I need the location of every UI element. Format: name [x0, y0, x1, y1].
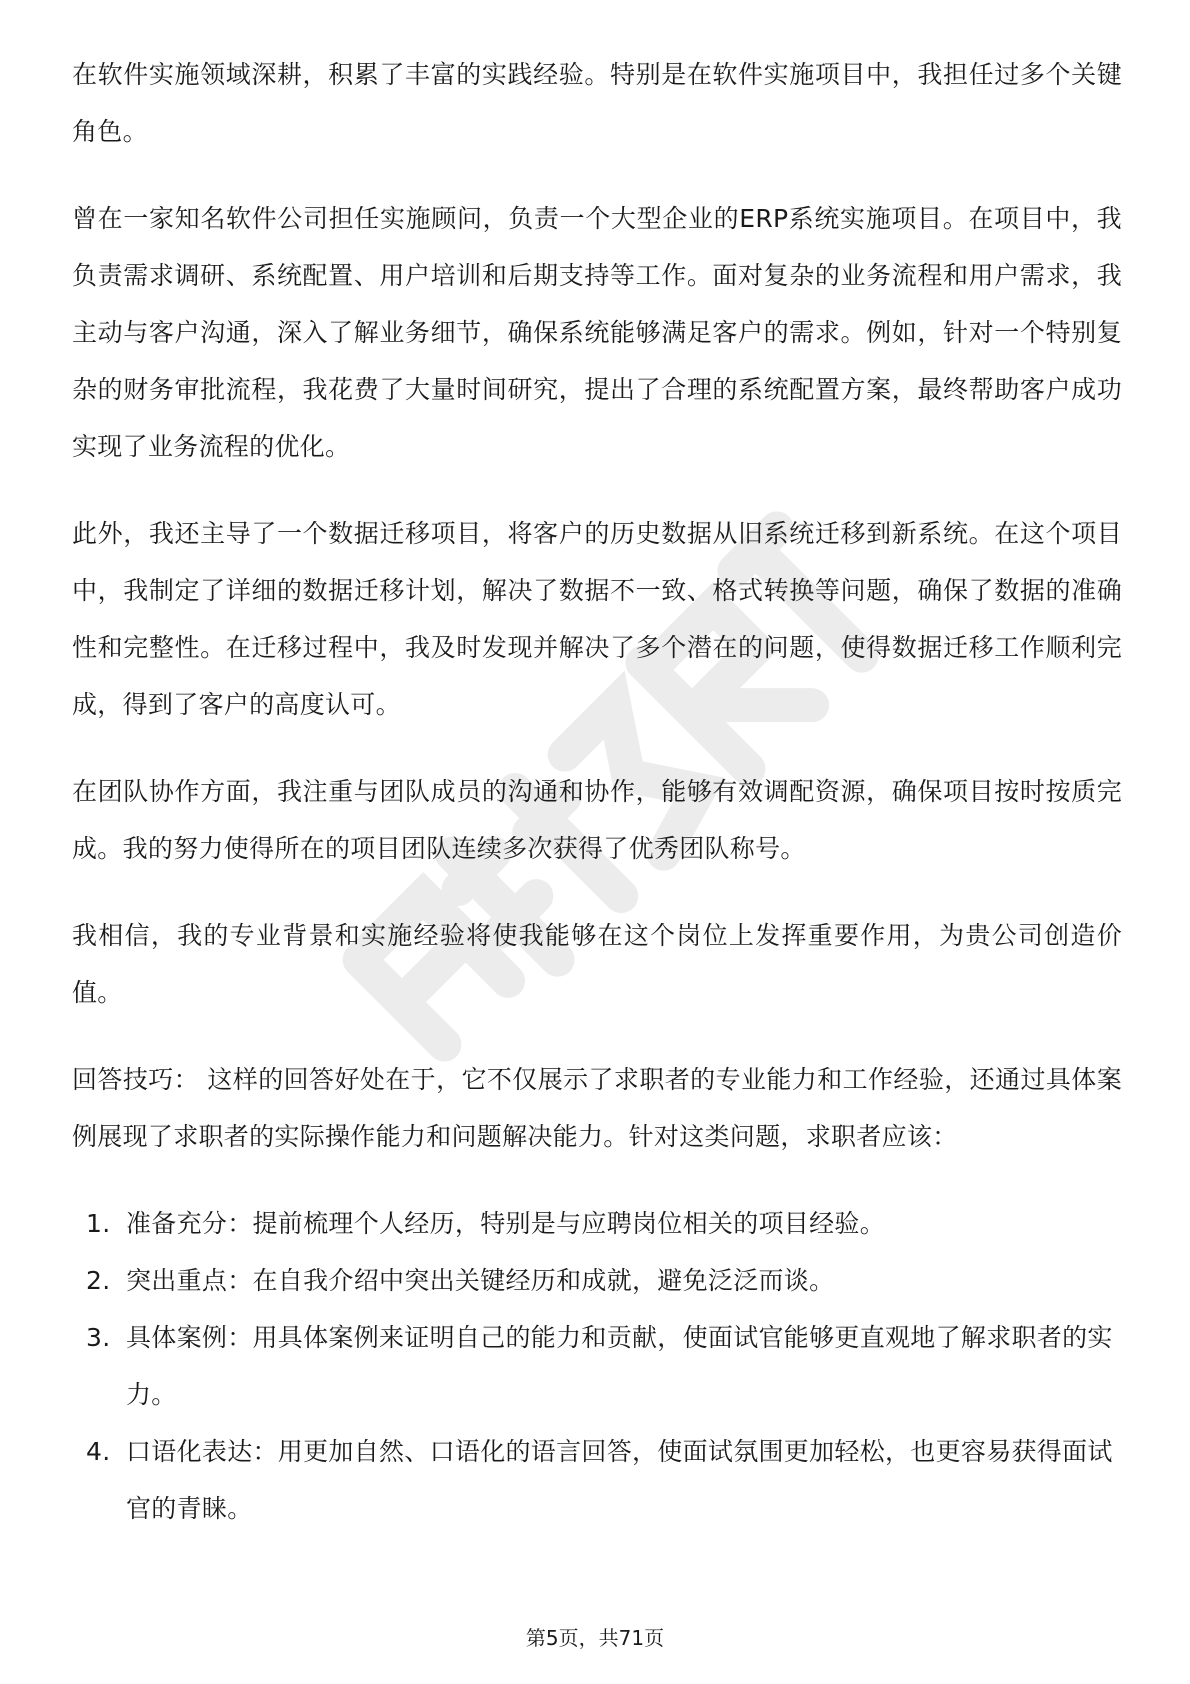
paragraph-teamwork: 在团队协作方面，我注重与团队成员的沟通和协作，能够有效调配资源，确保项目按时按质完成。我的努力使得所在的项目团队连续多次获得了优秀团队称号。 — [72, 777, 1122, 863]
paragraph-intro-continuation: 在软件实施领域深耕，积累了丰富的实践经验。特别是在软件实施项目中，我担任过多个关键角色。 — [72, 60, 1122, 146]
paragraph-answer-tips: 回答技巧： 这样的回答好处在于，它不仅展示了求职者的专业能力和工作经验，还通过具体案例展现了求职者的实际操作能力和问题解决能力。针对这类问题，求职者应该： — [72, 1065, 1122, 1151]
list-item — [72, 1195, 1122, 1252]
page-footer: 第5页，共71页 — [525, 1626, 665, 1650]
list-item — [72, 1252, 1122, 1309]
list-item — [72, 1309, 1122, 1423]
list-item-text: 突出重点：在自我介绍中突出关键经历和成就，避免泛泛而谈。 — [126, 1266, 835, 1295]
tips-list — [72, 1195, 1122, 1537]
paragraph-erp-project: 曾在一家知名软件公司担任实施顾问，负责一个大型企业的ERP系统实施项目。在项目中，我负责需求调研、系统配置、用户培训和后期支持等工作。面对复杂的业务流程和用户需求，我主动与客户沟通，深入了解业务细节，确保系统能够满足客户的需求。例如，针对一个特别复杂的财务审批流程，我花费了大量时间研究，提出了合理的系统配置方案，最终帮助客户成功实现了业务流程的优化。 — [72, 204, 1122, 461]
list-item-number: 4. — [86, 1437, 111, 1466]
list-item-text: 具体案例：用具体案例来证明自己的能力和贡献，使面试官能够更直观地了解求职者的实力。 — [126, 1323, 1113, 1409]
list-item — [72, 1423, 1122, 1537]
document-body — [72, 46, 1122, 1537]
list-item-text: 口语化表达：用更加自然、口语化的语言回答，使面试氛围更加轻松，也更容易获得面试官的青睐。 — [126, 1437, 1113, 1523]
list-item-number: 3. — [86, 1323, 111, 1352]
paragraph-data-migration: 此外，我还主导了一个数据迁移项目，将客户的历史数据从旧系统迁移到新系统。在这个项目中，我制定了详细的数据迁移计划，解决了数据不一致、格式转换等问题，确保了数据的准确性和完整性。在迁移过程中，我及时发现并解决了多个潜在的问题，使得数据迁移工作顺利完成，得到了客户的高度认可。 — [72, 519, 1122, 719]
list-item-number: 2. — [86, 1266, 111, 1295]
list-item-number: 1. — [86, 1209, 111, 1238]
list-item-text: 准备充分：提前梳理个人经历，特别是与应聘岗位相关的项目经验。 — [126, 1209, 886, 1238]
paragraph-conclusion: 我相信，我的专业背景和实施经验将使我能够在这个岗位上发挥重要作用，为贵公司创造价值。 — [72, 921, 1122, 1007]
